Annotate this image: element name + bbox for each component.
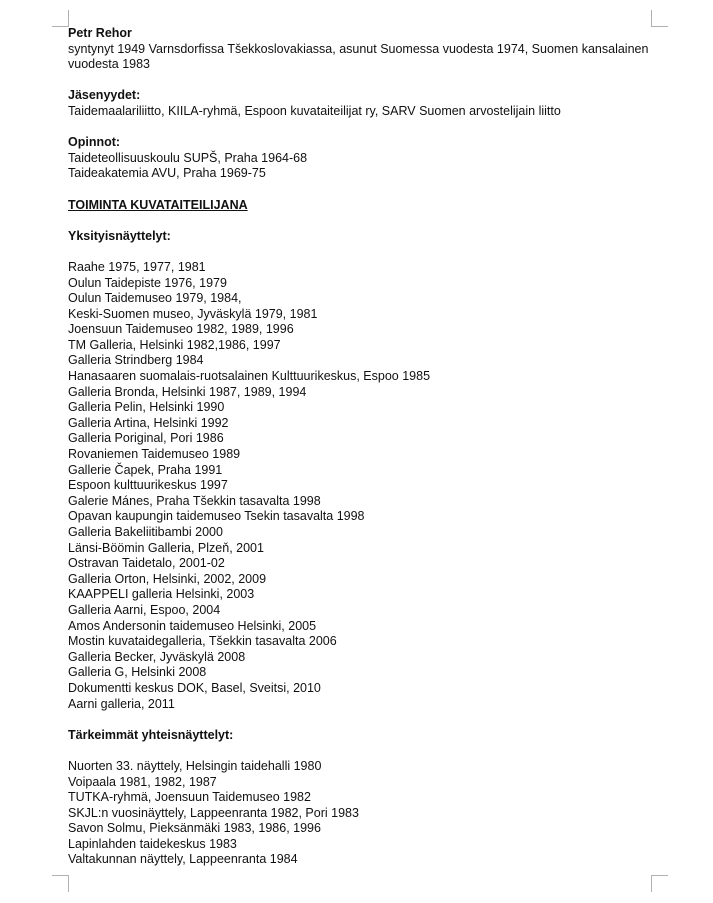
list-item: Taideakatemia AVU, Praha 1969-75: [68, 166, 266, 181]
studies-list: [68, 151, 668, 182]
list-item: Nuorten 33. näyttely, Helsingin taidehalli 1980: [68, 758, 322, 773]
crop-mark-bottom-right: [651, 875, 668, 892]
list-item: Oulun Taidemuseo 1979, 1984,: [68, 291, 242, 306]
list-item: Aarni galleria, 2011: [68, 696, 175, 711]
crop-mark-top-right: [651, 10, 668, 27]
list-item: Rovaniemen Taidemuseo 1989: [68, 447, 241, 462]
list-item: Dokumentti keskus DOK, Basel, Sveitsi, 2010: [68, 680, 321, 695]
list-item: Oulun Taidepiste 1976, 1979: [68, 275, 227, 290]
list-item: Galleria Strindberg 1984: [68, 353, 204, 368]
crop-mark-top-left: [52, 10, 69, 27]
list-item: Hanasaaren suomalais-ruotsalainen Kulttuurikeskus, Espoo 1985: [68, 369, 431, 384]
list-item: Valtakunnan näyttely, Lappeenranta 1984: [68, 852, 298, 867]
spacer: [68, 73, 668, 89]
memberships-text: Taidemaalariliitto, KIILA-ryhmä, Espoon kuvataiteilijat ry, SARV Suomen arvostelijain liitto: [68, 103, 561, 118]
list-item: Voipaala 1981, 1982, 1987: [68, 774, 217, 789]
list-item: Lapinlahden taidekeskus 1983: [68, 836, 237, 851]
list-item: Galleria Becker, Jyväskylä 2008: [68, 649, 246, 664]
list-item: KAAPPELI galleria Helsinki, 2003: [68, 587, 255, 602]
list-item: Raahe 1975, 1977, 1981: [68, 259, 206, 274]
crop-mark-bottom-left: [52, 875, 69, 892]
list-item: Espoon kulttuurikeskus 1997: [68, 478, 228, 493]
list-item: TM Galleria, Helsinki 1982,1986, 1997: [68, 337, 281, 352]
studies-heading: Opinnot:: [68, 135, 121, 150]
spacer: [68, 244, 668, 260]
list-item: Galleria G, Helsinki 2008: [68, 665, 207, 680]
group-exhibitions-list: [68, 759, 668, 868]
list-item: Opavan kaupungin taidemuseo Tsekin tasavalta 1998: [68, 509, 365, 524]
section-title: TOIMINTA KUVATAITEILIJANA: [68, 197, 248, 212]
list-item: Galleria Bronda, Helsinki 1987, 1989, 1994: [68, 384, 307, 399]
solo-exhibitions-list: [68, 260, 668, 712]
artist-name: Petr Rehor: [68, 26, 132, 40]
list-item: Mostin kuvataidegalleria, Tšekkin tasavalta 2006: [68, 634, 337, 649]
list-item: Joensuun Taidemuseo 1982, 1989, 1996: [68, 322, 294, 337]
spacer: [68, 712, 668, 728]
list-item: Galerie Mánes, Praha Tšekkin tasavalta 1998: [68, 493, 321, 508]
group-exhibitions-heading: Tärkeimmät yhteisnäyttelyt:: [68, 727, 234, 742]
spacer: [68, 213, 668, 229]
list-item: Galleria Artina, Helsinki 1992: [68, 415, 229, 430]
spacer: [68, 743, 668, 759]
artist-bio: syntynyt 1949 Varnsdorfissa Tšekkoslovakiassa, asunut Suomessa vuodesta 1974, Suomen kansalainen vuodesta 1983: [68, 41, 649, 72]
list-item: Galleria Poriginal, Pori 1986: [68, 431, 224, 446]
list-item: Taideteollisuuskoulu SUPŠ, Praha 1964-68: [68, 150, 308, 165]
document-body: [68, 26, 668, 868]
list-item: TUTKA-ryhmä, Joensuun Taidemuseo 1982: [68, 790, 311, 805]
list-item: Galleria Pelin, Helsinki 1990: [68, 400, 225, 415]
list-item: Galleria Aarni, Espoo, 2004: [68, 602, 221, 617]
spacer: [68, 182, 668, 198]
list-item: Keski-Suomen museo, Jyväskylä 1979, 1981: [68, 306, 318, 321]
list-item: Galleria Orton, Helsinki, 2002, 2009: [68, 571, 267, 586]
memberships-heading: Jäsenyydet:: [68, 88, 141, 103]
list-item: Galleria Bakeliitibambi 2000: [68, 525, 223, 539]
list-item: Amos Andersonin taidemuseo Helsinki, 2005: [68, 618, 317, 633]
solo-exhibitions-heading: Yksityisnäyttelyt:: [68, 228, 171, 243]
list-item: Savon Solmu, Pieksänmäki 1983, 1986, 1996: [68, 821, 321, 836]
list-item: Gallerie Čapek, Praha 1991: [68, 462, 223, 477]
list-item: Länsi-Böömin Galleria, Plzeň, 2001: [68, 540, 264, 555]
list-item: SKJL:n vuosinäyttely, Lappeenranta 1982, Pori 1983: [68, 805, 359, 820]
spacer: [68, 120, 668, 136]
list-item: Ostravan Taidetalo, 2001-02: [68, 556, 225, 571]
